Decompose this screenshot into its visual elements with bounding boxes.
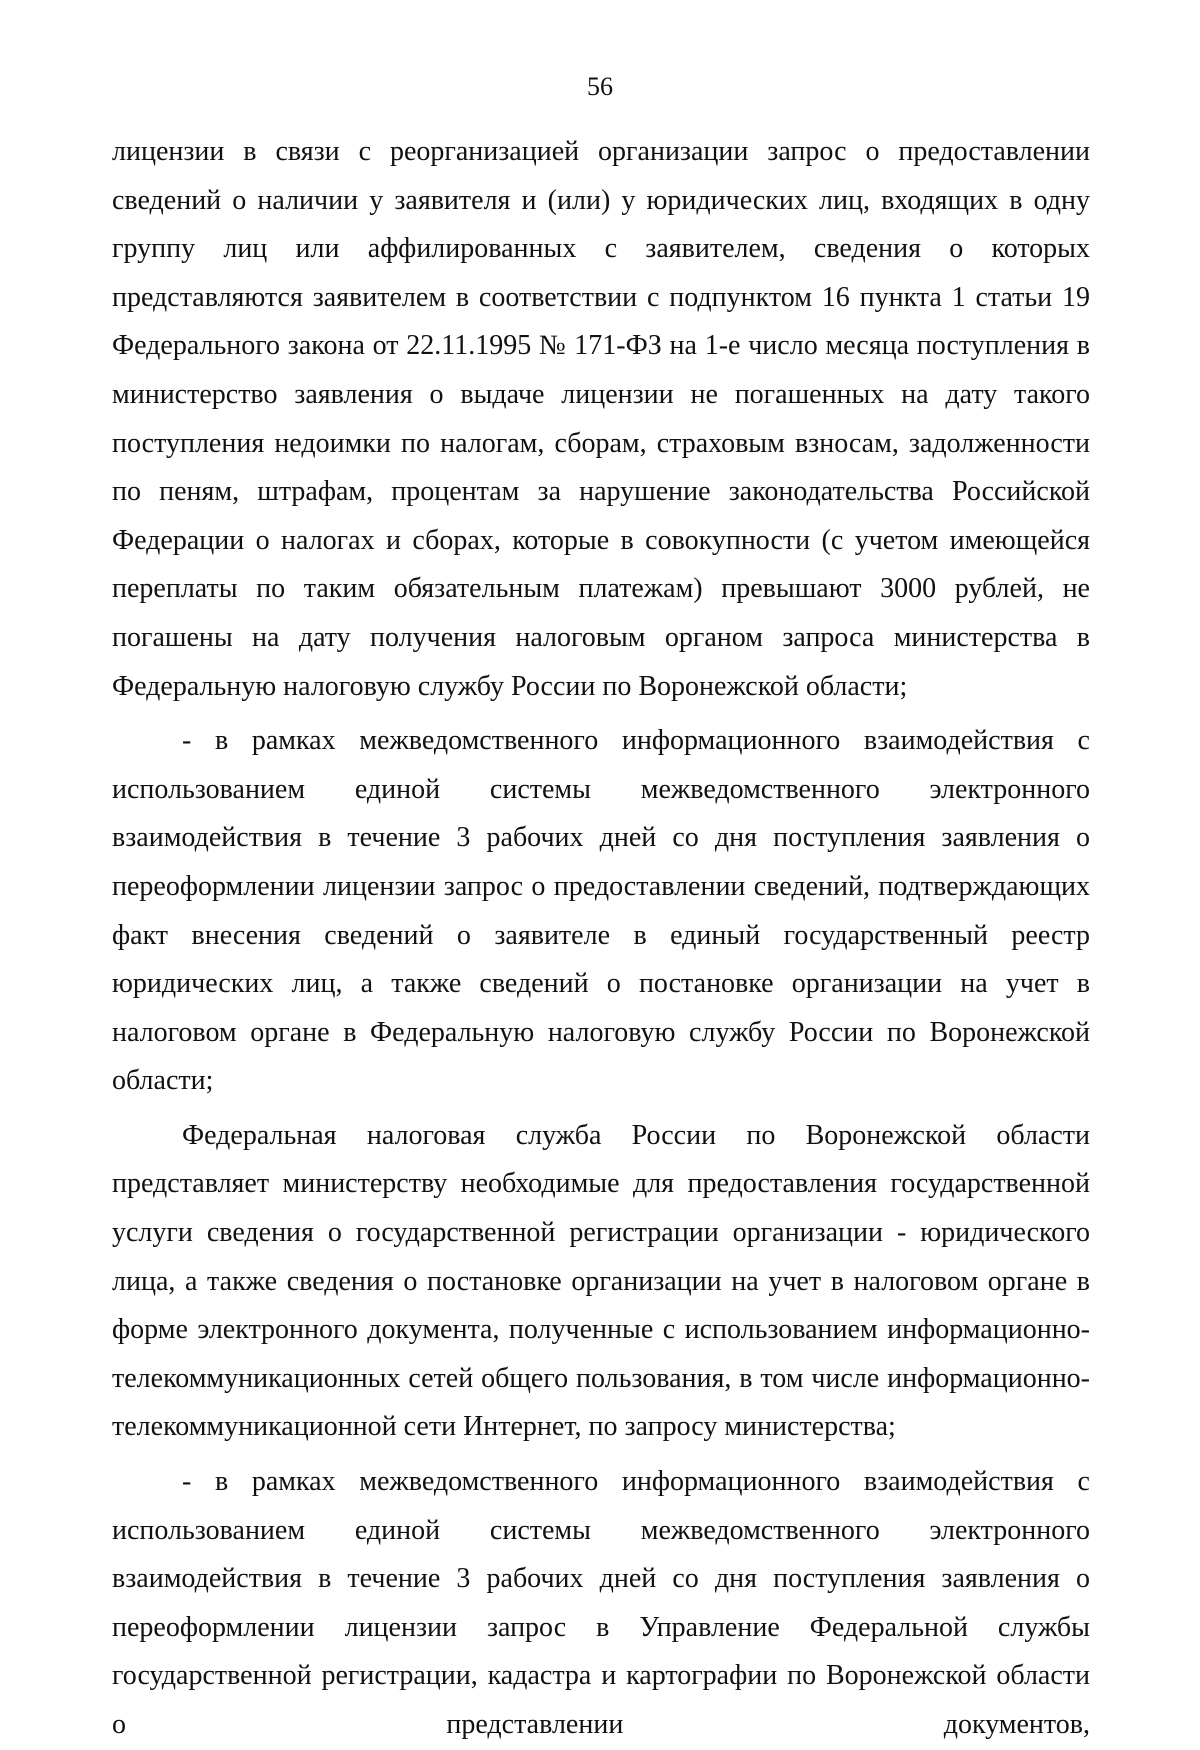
paragraph: лицензии в связи с реорганизацией организации запрос о предоставлении сведений о наличии у заявителя и (или) у юридических лиц, входящих в одну группу лиц или аффилированных с заявителем, сведения о которых представляются заявителем в соответствии с подпунктом 16 пункта 1 статьи 19 Федерального закона от 22.11.1995 № 171-ФЗ на 1-е число месяца поступления в министерство заявления о выдаче лицензии не погашенных на дату такого поступления недоимки по налогам, сборам, страховым взносам, задолженности по пеням, штрафам, процентам за нарушение законодательства Российской Федерации о налогах и сборах, которые в совокупности (с учетом имеющейся переплаты по таким обязательным платежам) превышают 3000 рублей, не погашены на дату получения налоговым органом запроса министерства в Федеральную налоговую службу России по Воронежской области; [112, 136, 1090, 702]
paragraph: Федеральная налоговая служба России по Воронежской области представляет министерству необходимые для предоставления государственной услуги сведения о государственной регистрации организации - юридического лица, а также сведения о постановке организации на учет в налоговом органе в форме электронного документа, полученные с использованием информационно-телекоммуникационных сетей общего пользования, в том числе информационно-телекоммуникационной сети Интернет, по запросу министерства; [112, 1119, 1090, 1443]
paragraph: - в рамках межведомственного информационного взаимодействия с использованием единой системы межведомственного электронного взаимодействия в течение 3 рабочих дней со дня поступления заявления о переоформлении лицензии запрос о предоставлении сведений, подтверждающих факт внесения сведений о заявителе в единый государственный реестр юридических лиц, а также сведений о постановке организации на учет в налоговом органе в Федеральную налоговую службу России по Воронежской области; [112, 725, 1090, 1097]
document-body [112, 128, 1090, 1750]
page-number: 56 [587, 72, 613, 101]
paragraph: - в рамках межведомственного информационного взаимодействия с использованием единой системы межведомственного электронного взаимодействия в течение 3 рабочих дней со дня поступления заявления о переоформлении лицензии запрос в Управление Федеральной службы государственной регистрации, кадастра и картографии по Воронежской области о представлении документов, [112, 1466, 1090, 1740]
